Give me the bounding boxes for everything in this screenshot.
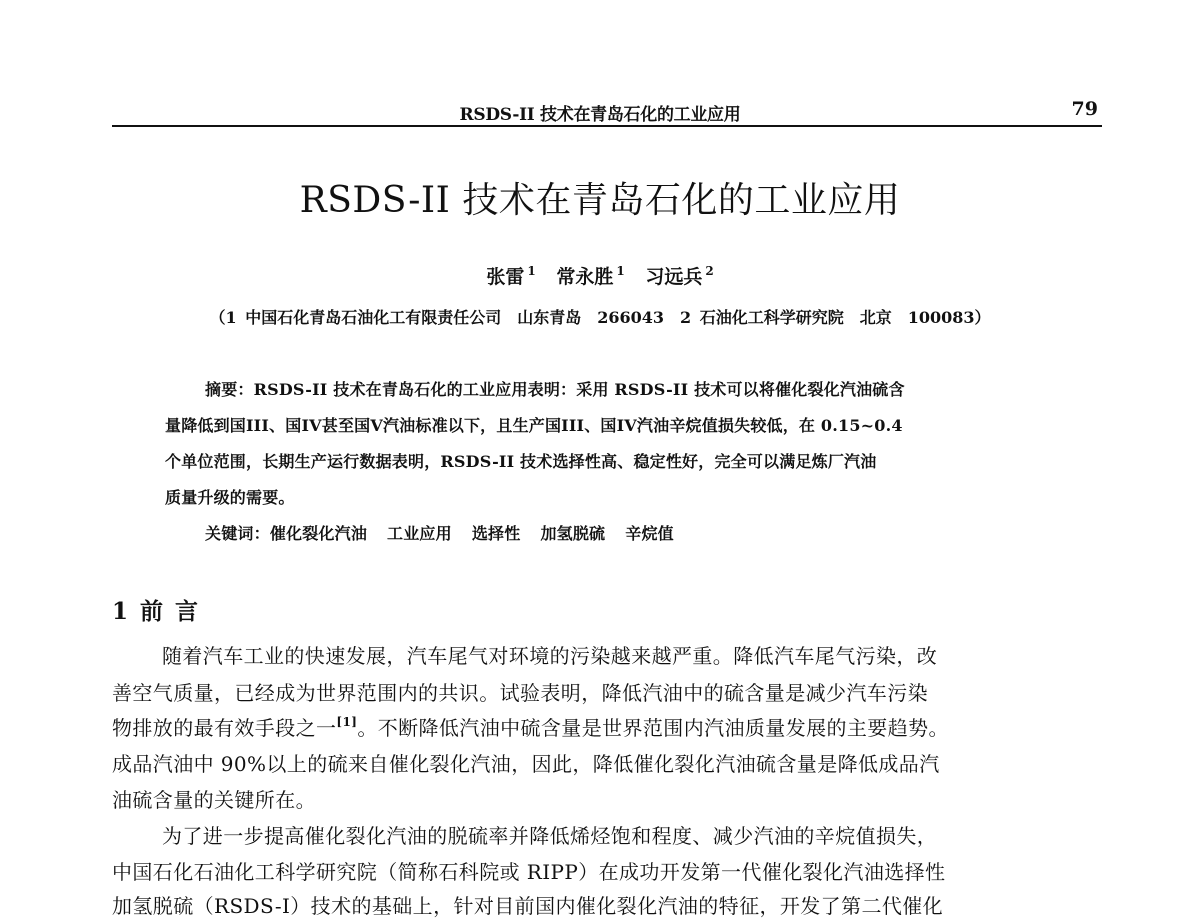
keywords [205, 521, 694, 544]
running-header-title: RSDS-II 技术在青岛石化的工业应用 [459, 105, 741, 125]
abstract-text: RSDS-II 技术在青岛石化的工业应用表明：采用 RSDS-II 技术可以将催化裂化汽油硫含 [253, 380, 905, 399]
affiliation: （1 中国石化青岛石油化工有限责任公司 山东青岛 266043 2 石油化工科学研究院 北京 100083） [209, 308, 991, 327]
affiliation-mark: 1 [616, 264, 625, 278]
keyword: 工业应用 [387, 524, 452, 543]
paper-title: RSDS-II 技术在青岛石化的工业应用 [299, 180, 901, 221]
section-heading: 1 前 言 [112, 598, 201, 625]
author-name: 习远兵 [645, 266, 703, 288]
body-text-line: 油硫含量的关键所在。 [112, 788, 316, 812]
body-text: 物排放的最有效手段之一 [112, 716, 337, 740]
affiliation-mark: 1 [527, 264, 536, 278]
keyword: 选择性 [471, 524, 521, 543]
keyword: 加氢脱硫 [540, 524, 606, 543]
citation-ref: [1] [336, 715, 358, 729]
header-rule [112, 125, 1102, 127]
keyword: 辛烷值 [625, 524, 674, 543]
body-text-line: 中国石化石油化工科学研究院（简称石科院或 RIPP）在成功开发第一代催化裂化汽油选择性 [112, 860, 946, 884]
keywords-label: 关键词： [205, 524, 270, 543]
abstract-line [205, 377, 905, 400]
body-text-line: 随着汽车工业的快速发展，汽车尾气对环境的污染越来越严重。降低汽车尾气污染，改 [162, 644, 938, 668]
body-text-line: 善空气质量，已经成为世界范围内的共识。试验表明，降低汽油中的硫含量是减少汽车污染 [112, 681, 928, 705]
author-name: 常永胜 [556, 266, 614, 288]
abstract-line: 量降低到国III、国IV甚至国V汽油标准以下，且生产国III、国IV汽油辛烷值损失较低，在 0.15~0.4 [165, 416, 903, 435]
page-number: 79 [1071, 98, 1098, 120]
author-list [0, 262, 1200, 289]
abstract-label: 摘要： [205, 380, 254, 399]
abstract-line: 质量升级的需要。 [165, 488, 295, 507]
affiliation-mark: 2 [705, 264, 714, 278]
author-name: 张雷 [486, 266, 525, 288]
keyword: 催化裂化汽油 [269, 524, 368, 543]
body-text-line: 成品汽油中 90%以上的硫来自催化裂化汽油，因此，降低催化裂化汽油硫含量是降低成品汽 [112, 752, 940, 776]
body-text: 。不断降低汽油中硫含量是世界范围内汽油质量发展的主要趋势。 [357, 716, 949, 740]
body-text-line [112, 712, 1102, 741]
abstract-line: 个单位范围，长期生产运行数据表明，RSDS-II 技术选择性高、稳定性好，完全可以满足炼厂汽油 [165, 452, 877, 471]
body-text-line: 为了进一步提高催化裂化汽油的脱硫率并降低烯烃饱和程度、减少汽油的辛烷值损失， [162, 824, 938, 848]
body-text-line: 加氢脱硫（RSDS-I）技术的基础上，针对目前国内催化裂化汽油的特征，开发了第二代催化 [112, 894, 944, 918]
